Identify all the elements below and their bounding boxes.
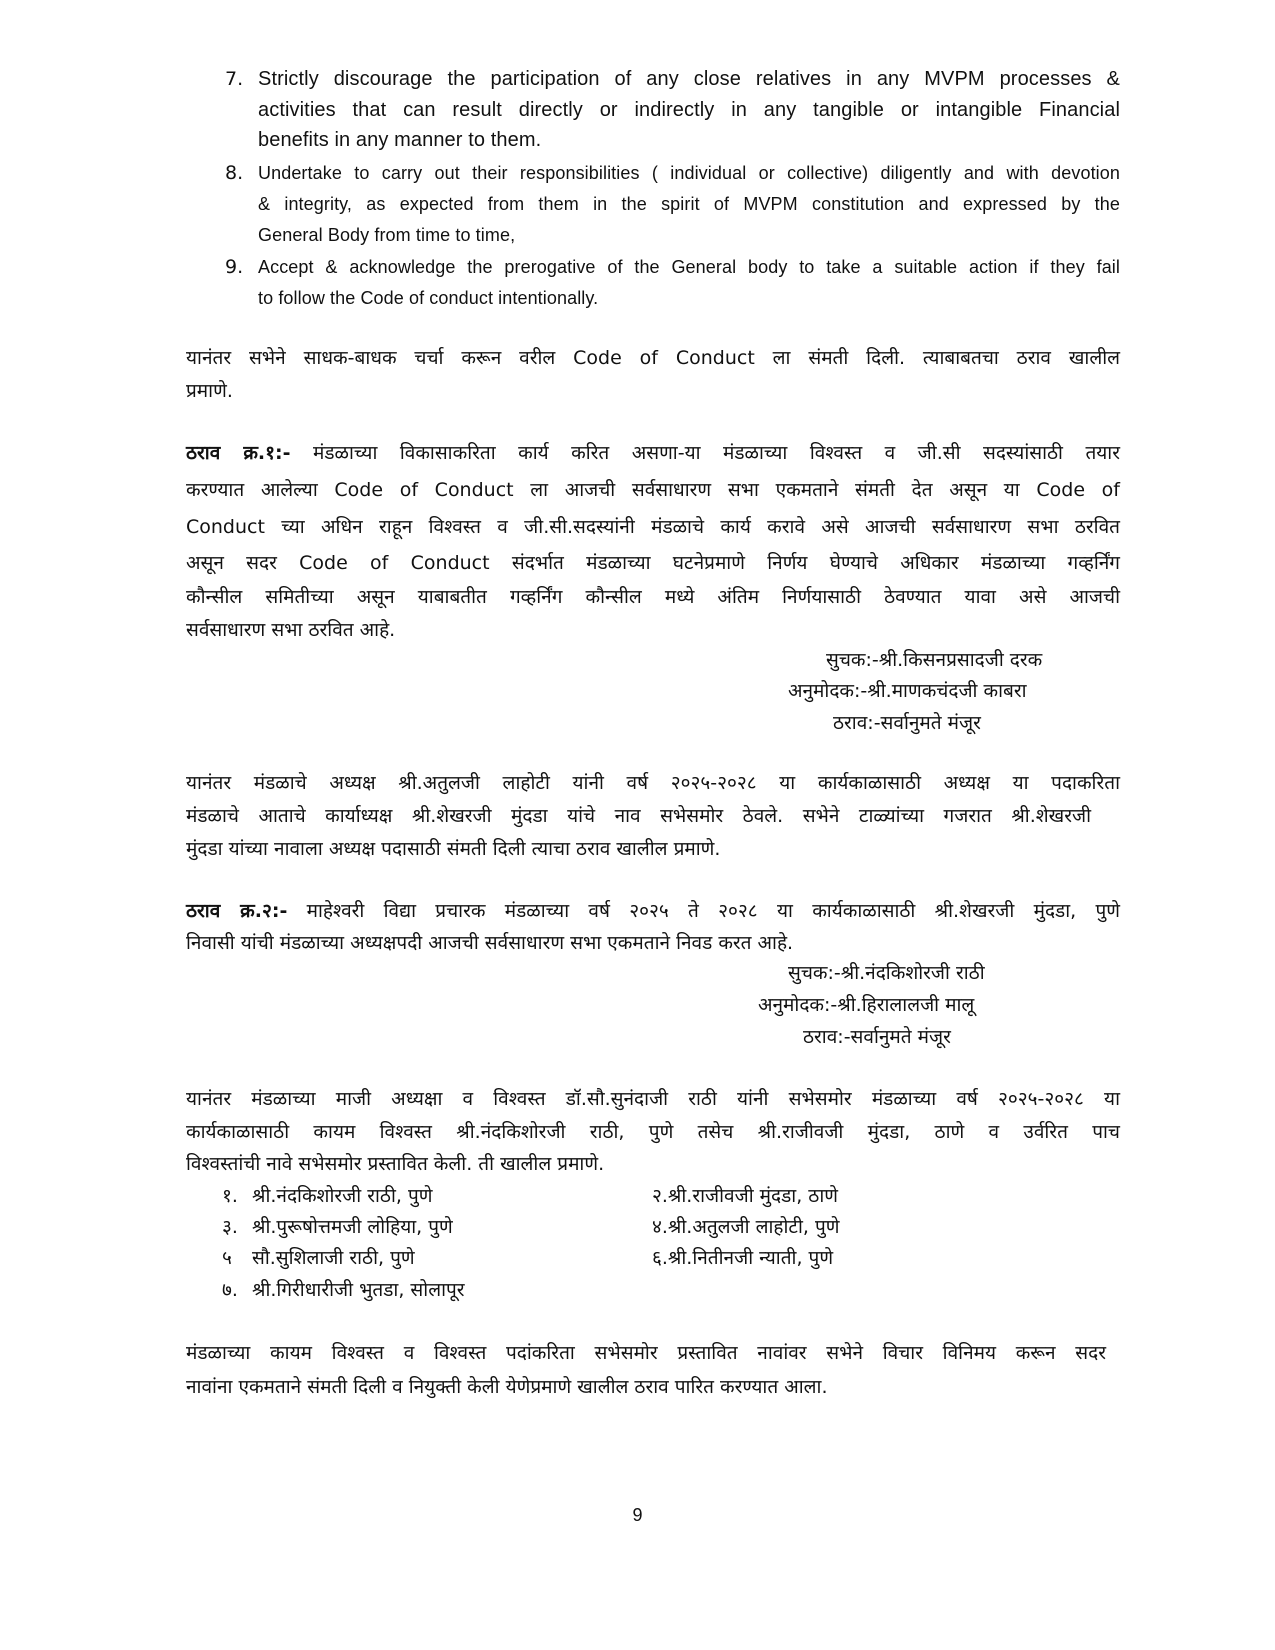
resolution-2-proposer: सुचक:-श्री.नंदकिशोरजी राठी xyxy=(788,962,985,984)
trustee-number: ३. xyxy=(222,1216,238,1238)
page-number: 9 xyxy=(632,1505,643,1525)
paragraph-line: विश्वस्तांची नावे सभेसमोर प्रस्तावित केली. ती खालील प्रमाणे. xyxy=(186,1153,605,1175)
list-item-line: Strictly discourage the participation of any close relatives in any MVPM processes & xyxy=(258,68,1120,90)
resolution-1-line xyxy=(186,440,1120,466)
resolution-1-line: असून सदर Code of Conduct संदर्भात मंडळाच्या घटनेप्रमाणे निर्णय घेण्याचे अधिकार मंडळाच्या गव्हर्निंग xyxy=(186,552,1120,574)
resolution-2-seconder: अनुमोदक:-श्री.हिरालालजी मालू xyxy=(758,994,975,1016)
paragraph-line: यानंतर मंडळाच्या माजी अध्यक्षा व विश्वस्त डॉ.सौ.सुनंदाजी राठी यांनी सभेसमोर मंडळाच्या वर्ष २०२५-२०२८ या xyxy=(186,1088,1120,1110)
paragraph-line: मंडळाच्या कायम विश्वस्त व विश्वस्त पदांकरिता सभेसमोर प्रस्तावित नावांवर सभेने विचार विनिमय करून सदर xyxy=(186,1342,1106,1364)
list-item-line: Accept & acknowledge the prerogative of the General body to take a suitable action if they fail xyxy=(258,257,1120,277)
trustee-number: ५ xyxy=(222,1247,232,1269)
list-item-line: Undertake to carry out their responsibilities ( individual or collective) diligently and with devotion xyxy=(258,163,1120,183)
resolution-1-result: ठराव:-सर्वानुमते मंजूर xyxy=(833,712,981,734)
trustee-name: श्री.गिरीधारीजी भुतडा, सोलापूर xyxy=(252,1279,465,1301)
paragraph-line: मुंदडा यांच्या नावाला अध्यक्ष पदासाठी संमती दिली त्याचा ठराव खालील प्रमाणे. xyxy=(186,838,721,860)
resolution-2-line xyxy=(186,898,1120,924)
resolution-1-seconder: अनुमोदक:-श्री.माणकचंदजी काबरा xyxy=(788,680,1027,702)
resolution-1-line: सर्वसाधारण सभा ठरवित आहे. xyxy=(186,619,396,641)
trustee-number: १. xyxy=(222,1185,238,1207)
trustee-name: सौ.सुशिलाजी राठी, पुणे xyxy=(252,1247,415,1269)
list-item-line: & integrity, as expected from them in the spirit of MVPM constitution and expressed by the xyxy=(258,194,1120,214)
paragraph-line: मंडळाचे आताचे कार्याध्यक्ष श्री.शेखरजी मुंदडा यांचे नाव सभेसमोर ठेवले. सभेने टाळ्यांच्या गजरात श्री.शेखरजी xyxy=(186,805,1091,827)
resolution-1-line: करण्यात आलेल्या Code of Conduct ला आजची सर्वसाधारण सभा एकमताने संमती देत असून या Code of xyxy=(186,479,1120,501)
resolution-1-label: ठराव क्र.१:- xyxy=(186,442,291,464)
resolution-2-label: ठराव क्र.२:- xyxy=(186,900,288,922)
resolution-1-text: मंडळाच्या विकासाकरिता कार्य करित असणा-या मंडळाच्या विश्वस्त व जी.सी सदस्यांसाठी तयार xyxy=(313,442,1120,464)
resolution-1-line: Conduct च्या अधिन राहून विश्वस्त व जी.सी.सदस्यांनी मंडळाचे कार्य करावे असे आजची सर्वसाधारण सभा ठरवित xyxy=(186,516,1120,538)
paragraph-line: नावांना एकमताने संमती दिली व नियुक्ती केली येणेप्रमाणे खालील ठराव पारित करण्यात आला. xyxy=(186,1376,828,1398)
paragraph-line: प्रमाणे. xyxy=(186,380,233,402)
list-item-line: benefits in any manner to them. xyxy=(258,129,542,151)
paragraph-line: यानंतर मंडळाचे अध्यक्ष श्री.अतुलजी लाहोटी यांनी वर्ष २०२५-२०२८ या कार्यकाळासाठी अध्यक्ष या पदाकरिता xyxy=(186,772,1120,794)
trustee-name: २.श्री.राजीवजी मुंदडा, ठाणे xyxy=(652,1185,838,1207)
list-number: 9. xyxy=(225,256,244,278)
trustee-name: श्री.नंदकिशोरजी राठी, पुणे xyxy=(252,1185,433,1207)
list-item-line: General Body from time to time, xyxy=(258,225,516,245)
paragraph-line: यानंतर सभेने साधक-बाधक चर्चा करून वरील Code of Conduct ला संमती दिली. त्याबाबतचा ठराव खालील xyxy=(186,347,1121,369)
list-number: 8. xyxy=(225,162,244,184)
trustee-name: ६.श्री.नितीनजी न्याती, पुणे xyxy=(652,1247,834,1269)
trustee-name: श्री.पुरूषोत्तमजी लोहिया, पुणे xyxy=(252,1216,453,1238)
resolution-1-proposer: सुचक:-श्री.किसनप्रसादजी दरक xyxy=(826,649,1043,671)
resolution-2-line: निवासी यांची मंडळाच्या अध्यक्षपदी आजची सर्वसाधारण सभा एकमताने निवड करत आहे. xyxy=(186,932,794,954)
trustee-name: ४.श्री.अतुलजी लाहोटी, पुणे xyxy=(652,1216,840,1238)
resolution-2-text: माहेश्वरी विद्या प्रचारक मंडळाच्या वर्ष २०२५ ते २०२८ या कार्यकाळासाठी श्री.शेखरजी मुंदडा, पुणे xyxy=(306,900,1120,922)
list-item-line: activities that can result directly or indirectly in any tangible or intangible Financial xyxy=(258,99,1120,121)
list-item-line: to follow the Code of conduct intentionally. xyxy=(258,288,599,308)
trustee-number: ७. xyxy=(222,1279,238,1301)
list-number: 7. xyxy=(225,68,244,90)
resolution-1-line: कौन्सील समितीच्या असून याबाबतीत गव्हर्निंग कौन्सील मध्ये अंतिम निर्णयासाठी ठेवण्यात यावा असे आजची xyxy=(186,586,1120,608)
paragraph-line: कार्यकाळासाठी कायम विश्वस्त श्री.नंदकिशोरजी राठी, पुणे तसेच श्री.राजीवजी मुंदडा, ठाणे व उर्वरित पाच xyxy=(186,1121,1120,1143)
resolution-2-result: ठराव:-सर्वानुमते मंजूर xyxy=(803,1026,951,1048)
